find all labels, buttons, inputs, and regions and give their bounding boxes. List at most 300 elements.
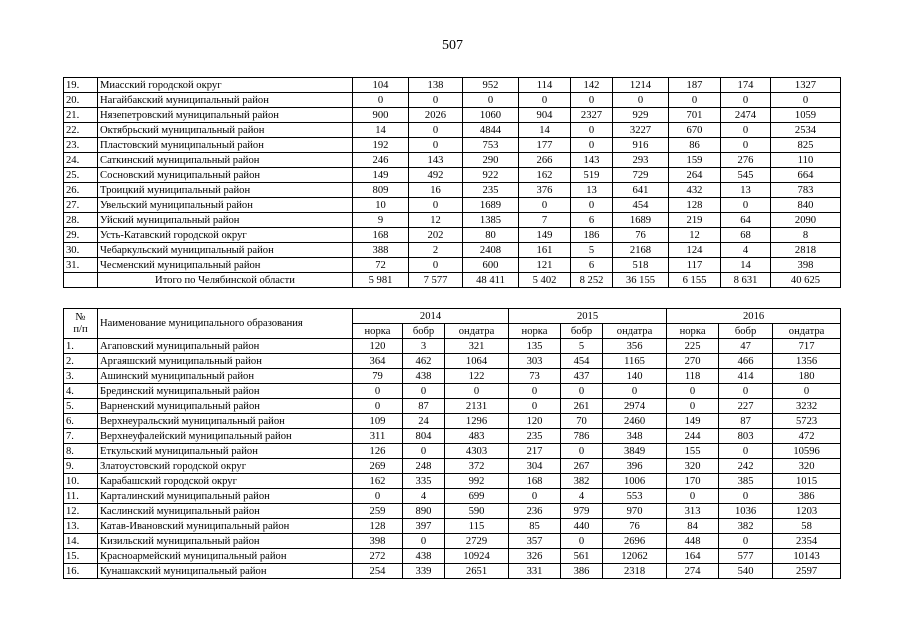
total-value: 8 631 xyxy=(721,273,771,288)
row-value: 120 xyxy=(509,414,561,429)
row-value: 803 xyxy=(719,429,773,444)
header-col: бобр xyxy=(403,324,445,339)
row-number: 30. xyxy=(64,243,98,258)
row-value: 164 xyxy=(667,549,719,564)
table-continuation xyxy=(63,77,841,288)
row-value: 3 xyxy=(403,339,445,354)
table-row xyxy=(64,93,841,108)
row-value: 76 xyxy=(603,519,667,534)
table-row xyxy=(64,489,841,504)
table-row xyxy=(64,78,841,93)
row-value: 492 xyxy=(409,168,463,183)
row-value: 3232 xyxy=(773,399,841,414)
row-value: 904 xyxy=(519,108,571,123)
row-value: 2818 xyxy=(771,243,841,258)
row-value: 326 xyxy=(509,549,561,564)
row-value: 162 xyxy=(519,168,571,183)
row-value: 0 xyxy=(571,123,613,138)
row-value: 192 xyxy=(353,138,409,153)
row-value: 701 xyxy=(669,108,721,123)
row-value: 7 xyxy=(519,213,571,228)
row-value: 24 xyxy=(403,414,445,429)
row-value: 0 xyxy=(463,93,519,108)
row-number: 5. xyxy=(64,399,98,414)
row-value: 0 xyxy=(353,93,409,108)
row-value: 86 xyxy=(669,138,721,153)
row-value: 12 xyxy=(669,228,721,243)
total-value: 5 402 xyxy=(519,273,571,288)
row-value: 246 xyxy=(353,153,409,168)
row-value: 339 xyxy=(403,564,445,579)
row-number: 7. xyxy=(64,429,98,444)
row-value: 16 xyxy=(409,183,463,198)
row-value: 561 xyxy=(561,549,603,564)
row-value: 0 xyxy=(669,93,721,108)
row-value: 124 xyxy=(669,243,721,258)
row-value: 311 xyxy=(353,429,403,444)
row-value: 219 xyxy=(669,213,721,228)
row-value: 0 xyxy=(719,444,773,459)
row-value: 729 xyxy=(613,168,669,183)
row-value: 0 xyxy=(509,399,561,414)
row-value: 0 xyxy=(561,444,603,459)
row-number: 26. xyxy=(64,183,98,198)
row-value: 472 xyxy=(773,429,841,444)
row-name: Чебаркульский муниципальный район xyxy=(98,243,353,258)
row-value: 5 xyxy=(571,243,613,258)
row-name: Красноармейский муниципальный район xyxy=(98,549,353,564)
row-value: 518 xyxy=(613,258,669,273)
row-number: 22. xyxy=(64,123,98,138)
row-value: 540 xyxy=(719,564,773,579)
row-value: 1006 xyxy=(603,474,667,489)
row-number: 27. xyxy=(64,198,98,213)
table-row xyxy=(64,258,841,273)
row-value: 84 xyxy=(667,519,719,534)
header-number-line1: № xyxy=(75,311,86,323)
row-value: 0 xyxy=(409,123,463,138)
row-value: 3849 xyxy=(603,444,667,459)
row-value: 261 xyxy=(561,399,603,414)
row-value: 2460 xyxy=(603,414,667,429)
row-value: 0 xyxy=(571,93,613,108)
row-name: Верхнеуральский муниципальный район xyxy=(98,414,353,429)
row-value: 235 xyxy=(509,429,561,444)
row-name: Брединский муниципальный район xyxy=(98,384,353,399)
total-value: 8 252 xyxy=(571,273,613,288)
row-value: 320 xyxy=(773,459,841,474)
row-value: 140 xyxy=(603,369,667,384)
header-year-2016: 2016 xyxy=(667,309,841,324)
header-number xyxy=(64,309,98,339)
row-name: Кунашакский муниципальный район xyxy=(98,564,353,579)
row-value: 2327 xyxy=(571,108,613,123)
table-row xyxy=(64,549,841,564)
row-value: 272 xyxy=(353,549,403,564)
row-value: 0 xyxy=(403,384,445,399)
row-value: 0 xyxy=(667,399,719,414)
row-value: 126 xyxy=(353,444,403,459)
row-value: 174 xyxy=(721,78,771,93)
row-value: 186 xyxy=(571,228,613,243)
table-row xyxy=(64,213,841,228)
row-value: 0 xyxy=(561,384,603,399)
table-row xyxy=(64,108,841,123)
row-value: 118 xyxy=(667,369,719,384)
row-value: 248 xyxy=(403,459,445,474)
row-name: Миасский городской округ xyxy=(98,78,353,93)
row-value: 138 xyxy=(409,78,463,93)
row-value: 0 xyxy=(721,123,771,138)
row-value: 1327 xyxy=(771,78,841,93)
row-value: 149 xyxy=(667,414,719,429)
row-value: 79 xyxy=(353,369,403,384)
row-value: 916 xyxy=(613,138,669,153)
row-name: Сосновский муниципальный район xyxy=(98,168,353,183)
row-value: 600 xyxy=(463,258,519,273)
row-value: 0 xyxy=(721,93,771,108)
row-name: Саткинский муниципальный район xyxy=(98,153,353,168)
row-value: 109 xyxy=(353,414,403,429)
row-value: 115 xyxy=(445,519,509,534)
row-value: 236 xyxy=(509,504,561,519)
row-value: 170 xyxy=(667,474,719,489)
row-name: Пластовский муниципальный район xyxy=(98,138,353,153)
total-value: 5 981 xyxy=(353,273,409,288)
row-value: 356 xyxy=(603,339,667,354)
row-value: 87 xyxy=(719,414,773,429)
row-value: 0 xyxy=(409,138,463,153)
table-row xyxy=(64,123,841,138)
header-col: норка xyxy=(353,324,403,339)
row-value: 2408 xyxy=(463,243,519,258)
row-value: 0 xyxy=(409,258,463,273)
row-value: 14 xyxy=(519,123,571,138)
row-number: 2. xyxy=(64,354,98,369)
row-value: 259 xyxy=(353,504,403,519)
page-number: 507 xyxy=(442,38,463,53)
row-value: 159 xyxy=(669,153,721,168)
row-value: 2729 xyxy=(445,534,509,549)
row-value: 545 xyxy=(721,168,771,183)
total-row xyxy=(64,273,841,288)
header-number-line2: п/п xyxy=(73,323,88,335)
row-name: Чесменский муниципальный район xyxy=(98,258,353,273)
row-value: 320 xyxy=(667,459,719,474)
row-value: 162 xyxy=(353,474,403,489)
row-number: 29. xyxy=(64,228,98,243)
row-value: 2651 xyxy=(445,564,509,579)
row-value: 321 xyxy=(445,339,509,354)
row-value: 180 xyxy=(773,369,841,384)
row-value: 348 xyxy=(603,429,667,444)
table-row xyxy=(64,138,841,153)
row-value: 76 xyxy=(613,228,669,243)
row-value: 2090 xyxy=(771,213,841,228)
row-value: 5723 xyxy=(773,414,841,429)
row-value: 4 xyxy=(721,243,771,258)
row-value: 0 xyxy=(519,93,571,108)
row-value: 483 xyxy=(445,429,509,444)
row-value: 303 xyxy=(509,354,561,369)
row-value: 143 xyxy=(409,153,463,168)
row-value: 376 xyxy=(519,183,571,198)
row-name: Уйский муниципальный район xyxy=(98,213,353,228)
row-value: 0 xyxy=(721,198,771,213)
row-value: 1060 xyxy=(463,108,519,123)
total-value: 40 625 xyxy=(771,273,841,288)
row-value: 290 xyxy=(463,153,519,168)
row-value: 2597 xyxy=(773,564,841,579)
header-col: ондатра xyxy=(445,324,509,339)
row-value: 120 xyxy=(353,339,403,354)
row-value: 840 xyxy=(771,198,841,213)
row-value: 1296 xyxy=(445,414,509,429)
row-name: Нязепетровский муниципальный район xyxy=(98,108,353,123)
row-value: 0 xyxy=(445,384,509,399)
header-name: Наименование муниципального образования xyxy=(98,309,353,339)
header-year-2015: 2015 xyxy=(509,309,667,324)
row-name: Еткульский муниципальный район xyxy=(98,444,353,459)
row-name: Катав-Ивановский муниципальный район xyxy=(98,519,353,534)
row-name: Усть-Катавский городской округ xyxy=(98,228,353,243)
row-value: 466 xyxy=(719,354,773,369)
table-row xyxy=(64,459,841,474)
row-value: 72 xyxy=(353,258,409,273)
row-value: 10924 xyxy=(445,549,509,564)
row-value: 0 xyxy=(353,399,403,414)
header-col: бобр xyxy=(561,324,603,339)
row-value: 254 xyxy=(353,564,403,579)
header-col: ондатра xyxy=(773,324,841,339)
table-row xyxy=(64,564,841,579)
row-value: 0 xyxy=(613,93,669,108)
row-value: 270 xyxy=(667,354,719,369)
row-value: 753 xyxy=(463,138,519,153)
row-value: 8 xyxy=(771,228,841,243)
row-value: 331 xyxy=(509,564,561,579)
row-value: 0 xyxy=(409,93,463,108)
header-col: бобр xyxy=(719,324,773,339)
row-value: 4 xyxy=(403,489,445,504)
row-value: 227 xyxy=(719,399,773,414)
row-value: 269 xyxy=(353,459,403,474)
row-value: 670 xyxy=(669,123,721,138)
row-value: 142 xyxy=(571,78,613,93)
table-row xyxy=(64,399,841,414)
row-value: 4844 xyxy=(463,123,519,138)
row-value: 2168 xyxy=(613,243,669,258)
row-value: 386 xyxy=(561,564,603,579)
row-value: 0 xyxy=(571,138,613,153)
row-value: 267 xyxy=(561,459,603,474)
row-value: 2696 xyxy=(603,534,667,549)
row-name: Октябрьский муниципальный район xyxy=(98,123,353,138)
row-value: 783 xyxy=(771,183,841,198)
header-year-2014: 2014 xyxy=(353,309,509,324)
row-value: 2318 xyxy=(603,564,667,579)
row-value: 0 xyxy=(353,489,403,504)
row-value: 87 xyxy=(403,399,445,414)
row-value: 1036 xyxy=(719,504,773,519)
row-value: 217 xyxy=(509,444,561,459)
row-value: 397 xyxy=(403,519,445,534)
table-row xyxy=(64,243,841,258)
row-value: 1214 xyxy=(613,78,669,93)
table-row xyxy=(64,534,841,549)
row-value: 168 xyxy=(353,228,409,243)
total-empty-cell xyxy=(64,273,98,288)
table-row xyxy=(64,168,841,183)
table-row xyxy=(64,153,841,168)
row-number: 8. xyxy=(64,444,98,459)
row-value: 73 xyxy=(509,369,561,384)
total-value: 6 155 xyxy=(669,273,721,288)
table-row xyxy=(64,414,841,429)
row-value: 5 xyxy=(561,339,603,354)
row-value: 396 xyxy=(603,459,667,474)
row-number: 21. xyxy=(64,108,98,123)
row-value: 590 xyxy=(445,504,509,519)
row-value: 454 xyxy=(561,354,603,369)
row-value: 0 xyxy=(773,384,841,399)
row-name: Агаповский муниципальный район xyxy=(98,339,353,354)
row-value: 0 xyxy=(509,384,561,399)
row-name: Нагайбакский муниципальный район xyxy=(98,93,353,108)
row-value: 786 xyxy=(561,429,603,444)
row-value: 641 xyxy=(613,183,669,198)
row-value: 293 xyxy=(613,153,669,168)
table-row xyxy=(64,429,841,444)
row-value: 952 xyxy=(463,78,519,93)
total-label: Итого по Челябинской области xyxy=(98,273,353,288)
table-row xyxy=(64,519,841,534)
row-value: 577 xyxy=(719,549,773,564)
row-value: 10 xyxy=(353,198,409,213)
row-value: 717 xyxy=(773,339,841,354)
row-value: 979 xyxy=(561,504,603,519)
row-name: Варненский муниципальный район xyxy=(98,399,353,414)
row-value: 335 xyxy=(403,474,445,489)
row-value: 922 xyxy=(463,168,519,183)
row-value: 13 xyxy=(721,183,771,198)
row-value: 454 xyxy=(613,198,669,213)
row-value: 168 xyxy=(509,474,561,489)
row-value: 364 xyxy=(353,354,403,369)
row-number: 31. xyxy=(64,258,98,273)
row-number: 13. xyxy=(64,519,98,534)
row-value: 0 xyxy=(719,534,773,549)
row-number: 25. xyxy=(64,168,98,183)
row-number: 11. xyxy=(64,489,98,504)
row-value: 85 xyxy=(509,519,561,534)
row-number: 14. xyxy=(64,534,98,549)
row-value: 398 xyxy=(353,534,403,549)
row-name: Златоустовский городской округ xyxy=(98,459,353,474)
row-value: 276 xyxy=(721,153,771,168)
row-number: 4. xyxy=(64,384,98,399)
row-value: 128 xyxy=(353,519,403,534)
row-value: 398 xyxy=(771,258,841,273)
row-value: 448 xyxy=(667,534,719,549)
row-value: 0 xyxy=(719,384,773,399)
row-value: 437 xyxy=(561,369,603,384)
row-value: 385 xyxy=(719,474,773,489)
row-value: 274 xyxy=(667,564,719,579)
row-value: 809 xyxy=(353,183,409,198)
row-value: 244 xyxy=(667,429,719,444)
table-row xyxy=(64,198,841,213)
row-value: 313 xyxy=(667,504,719,519)
row-name: Карабашский городской округ xyxy=(98,474,353,489)
table-row xyxy=(64,228,841,243)
row-number: 28. xyxy=(64,213,98,228)
row-value: 2131 xyxy=(445,399,509,414)
row-value: 242 xyxy=(719,459,773,474)
row-name: Кизильский муниципальный район xyxy=(98,534,353,549)
table-header-row-years xyxy=(64,309,841,324)
row-value: 825 xyxy=(771,138,841,153)
row-value: 0 xyxy=(403,444,445,459)
row-value: 2 xyxy=(409,243,463,258)
row-value: 890 xyxy=(403,504,445,519)
header-col: норка xyxy=(667,324,719,339)
row-value: 177 xyxy=(519,138,571,153)
row-value: 1064 xyxy=(445,354,509,369)
row-value: 58 xyxy=(773,519,841,534)
row-value: 6 xyxy=(571,258,613,273)
row-value: 372 xyxy=(445,459,509,474)
row-value: 386 xyxy=(773,489,841,504)
row-name: Каслинский муниципальный район xyxy=(98,504,353,519)
row-value: 1356 xyxy=(773,354,841,369)
table-row xyxy=(64,354,841,369)
row-value: 187 xyxy=(669,78,721,93)
row-value: 0 xyxy=(571,198,613,213)
row-value: 128 xyxy=(669,198,721,213)
row-value: 1059 xyxy=(771,108,841,123)
row-value: 0 xyxy=(519,198,571,213)
row-value: 414 xyxy=(719,369,773,384)
row-value: 357 xyxy=(509,534,561,549)
row-name: Аргаяшский муниципальный район xyxy=(98,354,353,369)
row-value: 4 xyxy=(561,489,603,504)
row-value: 0 xyxy=(403,534,445,549)
row-value: 432 xyxy=(669,183,721,198)
row-number: 24. xyxy=(64,153,98,168)
row-value: 929 xyxy=(613,108,669,123)
row-number: 6. xyxy=(64,414,98,429)
row-value: 0 xyxy=(561,534,603,549)
row-value: 0 xyxy=(721,138,771,153)
row-value: 135 xyxy=(509,339,561,354)
row-value: 0 xyxy=(719,489,773,504)
total-value: 36 155 xyxy=(613,273,669,288)
row-value: 440 xyxy=(561,519,603,534)
row-value: 14 xyxy=(721,258,771,273)
row-number: 9. xyxy=(64,459,98,474)
row-value: 10143 xyxy=(773,549,841,564)
row-value: 6 xyxy=(571,213,613,228)
row-value: 804 xyxy=(403,429,445,444)
row-value: 438 xyxy=(403,369,445,384)
row-number: 10. xyxy=(64,474,98,489)
row-value: 0 xyxy=(409,198,463,213)
row-value: 117 xyxy=(669,258,721,273)
row-value: 225 xyxy=(667,339,719,354)
row-value: 266 xyxy=(519,153,571,168)
row-value: 80 xyxy=(463,228,519,243)
